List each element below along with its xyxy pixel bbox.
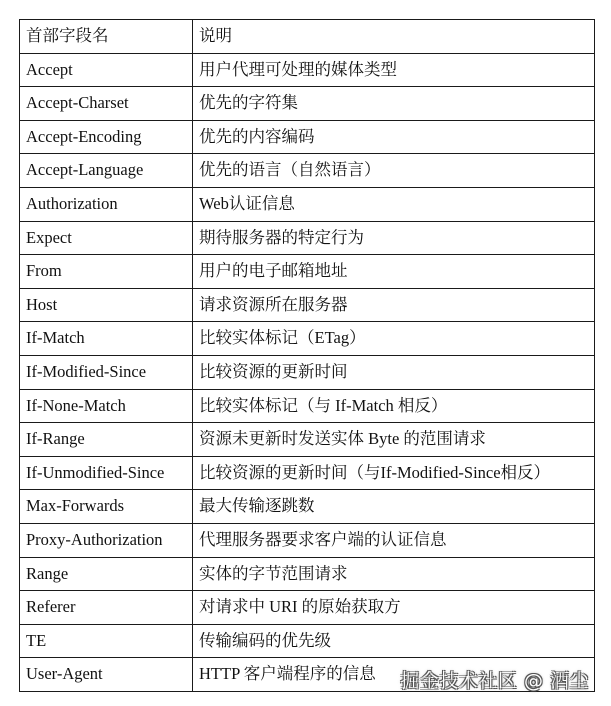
description-cell: 请求资源所在服务器 bbox=[193, 288, 595, 322]
description-cell: 期待服务器的特定行为 bbox=[193, 221, 595, 255]
table-row bbox=[20, 557, 595, 591]
description-cell: 代理服务器要求客户端的认证信息 bbox=[193, 523, 595, 557]
field-name-cell: User-Agent bbox=[20, 658, 193, 692]
table-row bbox=[20, 154, 595, 188]
table-row bbox=[20, 523, 595, 557]
field-name-cell: If-Unmodified-Since bbox=[20, 456, 193, 490]
table-row bbox=[20, 355, 595, 389]
table-row bbox=[20, 389, 595, 423]
field-name-cell: Expect bbox=[20, 221, 193, 255]
table-row bbox=[20, 53, 595, 87]
description-cell: 比较实体标记（与 If-Match 相反） bbox=[193, 389, 595, 423]
table-row bbox=[20, 456, 595, 490]
table-row bbox=[20, 87, 595, 121]
field-name-cell: Accept-Charset bbox=[20, 87, 193, 121]
watermark-text: 掘金技术社区 @ 酒尘 bbox=[400, 670, 589, 692]
field-name-cell: Authorization bbox=[20, 187, 193, 221]
description-cell: 资源未更新时发送实体 Byte 的范围请求 bbox=[193, 423, 595, 457]
field-name-cell: TE bbox=[20, 624, 193, 658]
table-row bbox=[20, 624, 595, 658]
request-header-fields-table bbox=[19, 19, 595, 692]
field-name-cell: Host bbox=[20, 288, 193, 322]
field-name-cell: If-Modified-Since bbox=[20, 355, 193, 389]
description-cell: HTTP 客户端程序的信息 bbox=[193, 658, 595, 692]
field-name-cell: Accept-Encoding bbox=[20, 120, 193, 154]
description-cell: 优先的内容编码 bbox=[193, 120, 595, 154]
table-row bbox=[20, 288, 595, 322]
description-cell: 比较资源的更新时间（与If-Modified-Since相反） bbox=[193, 456, 595, 490]
table-row bbox=[20, 423, 595, 457]
field-name-cell: Max-Forwards bbox=[20, 490, 193, 524]
description-cell: 最大传输逐跳数 bbox=[193, 490, 595, 524]
table-row bbox=[20, 658, 595, 692]
description-cell: 实体的字节范围请求 bbox=[193, 557, 595, 591]
description-cell: 传输编码的优先级 bbox=[193, 624, 595, 658]
field-name-cell: Accept-Language bbox=[20, 154, 193, 188]
field-name-cell: If-Match bbox=[20, 322, 193, 356]
table-row bbox=[20, 322, 595, 356]
table-row bbox=[20, 591, 595, 625]
table-row bbox=[20, 255, 595, 289]
description-cell: 比较资源的更新时间 bbox=[193, 355, 595, 389]
description-cell: 优先的语言（自然语言） bbox=[193, 154, 595, 188]
description-cell: 用户代理可处理的媒体类型 bbox=[193, 53, 595, 87]
field-name-cell: Accept bbox=[20, 53, 193, 87]
description-cell: 比较实体标记（ETag） bbox=[193, 322, 595, 356]
table-body bbox=[20, 20, 595, 692]
field-name-cell: From bbox=[20, 255, 193, 289]
table-header-row bbox=[20, 20, 595, 54]
table-row bbox=[20, 221, 595, 255]
description-cell: 优先的字符集 bbox=[193, 87, 595, 121]
header-cell-description: 说明 bbox=[193, 20, 595, 54]
field-name-cell: Referer bbox=[20, 591, 193, 625]
description-cell: 用户的电子邮箱地址 bbox=[193, 255, 595, 289]
table-row bbox=[20, 490, 595, 524]
description-cell: 对请求中 URI 的原始获取方 bbox=[193, 591, 595, 625]
field-name-cell: Proxy-Authorization bbox=[20, 523, 193, 557]
table-row bbox=[20, 120, 595, 154]
field-name-cell: If-None-Match bbox=[20, 389, 193, 423]
header-cell-field-name: 首部字段名 bbox=[20, 20, 193, 54]
field-name-cell: If-Range bbox=[20, 423, 193, 457]
table-row bbox=[20, 187, 595, 221]
description-cell: Web认证信息 bbox=[193, 187, 595, 221]
field-name-cell: Range bbox=[20, 557, 193, 591]
